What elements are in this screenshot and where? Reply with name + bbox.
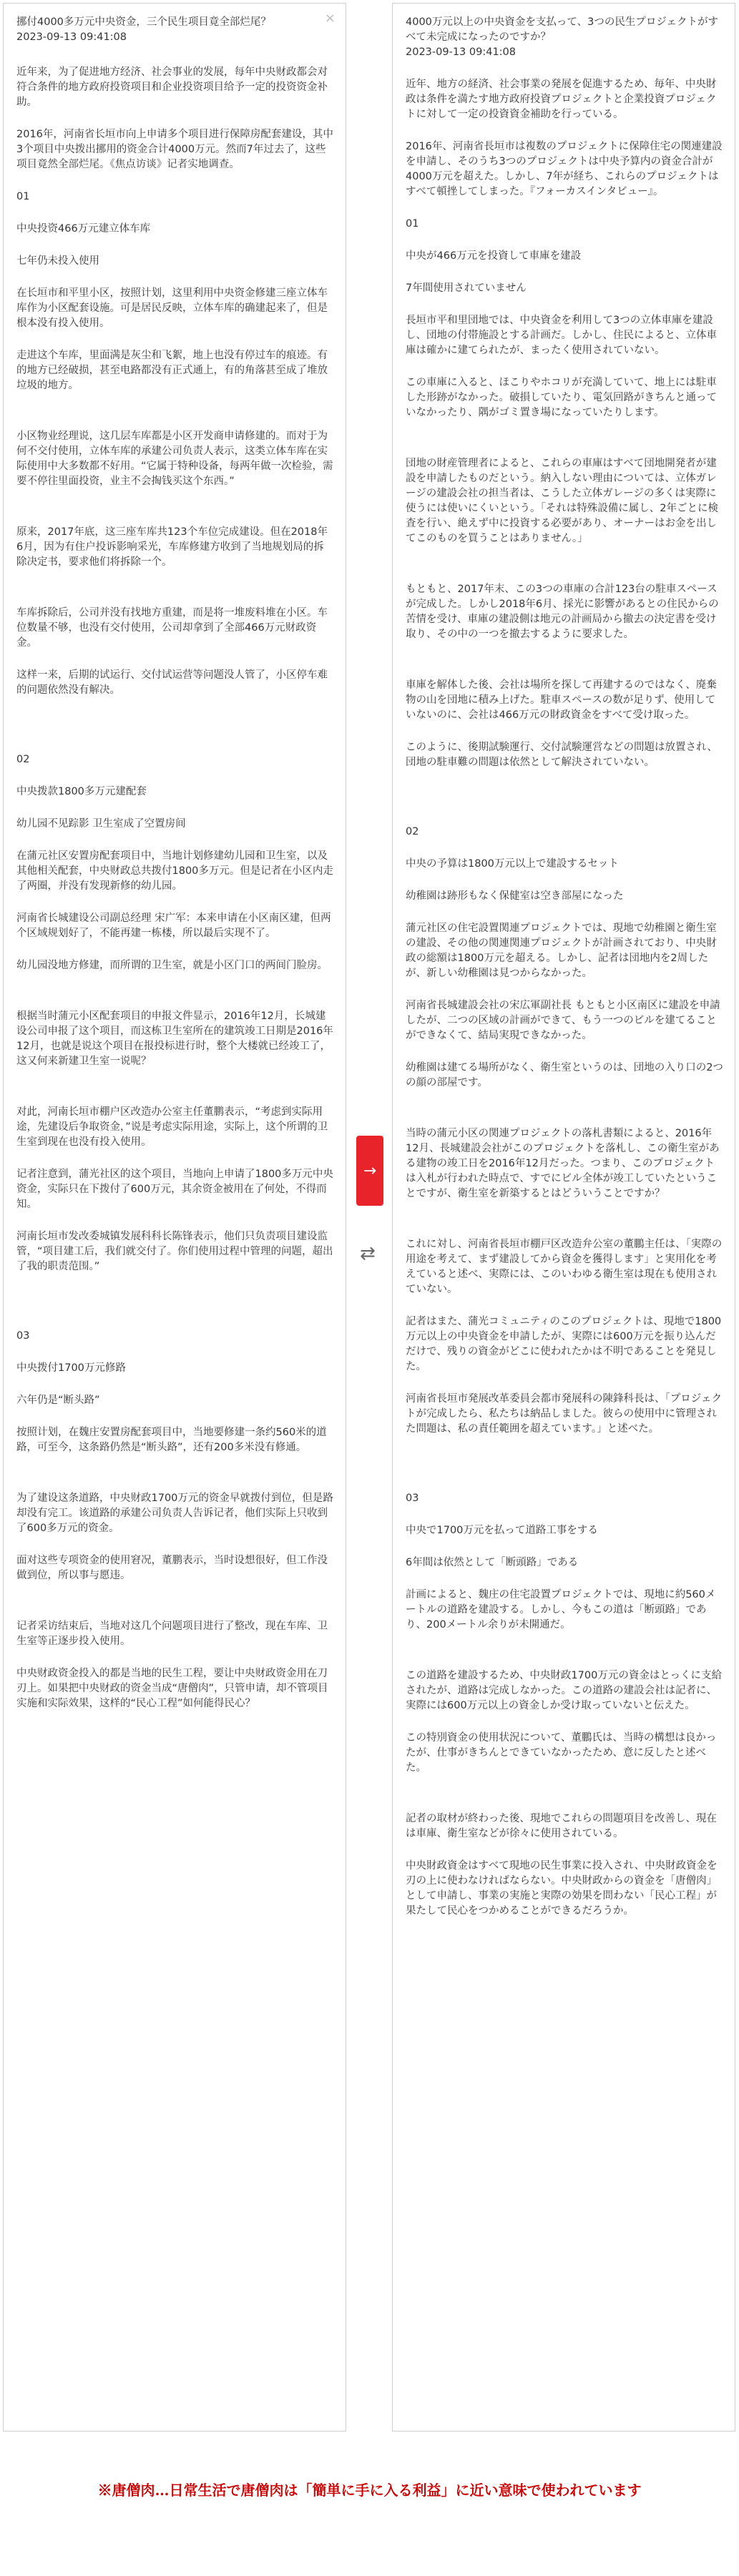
article-paragraph: 02 (16, 754, 30, 765)
article-paragraph: これに対し、河南省長垣市棚戸区改造弁公室の董鵬主任は、「実際の用途を考えて、まず建設してから資金を獲得します」と実用化を考えていると述べ、実際には、このいわゆる衛生室は現在も使用されていない。 (406, 1239, 723, 1295)
swap-icon[interactable]: ⇄ (360, 1243, 376, 1264)
article-paragraph: 小区物业经理说，这几层车库都是小区开发商申请修建的。而对于为何不交付使用，立体车库的承建公司负责人表示，这类立体车库在实际使用中大多数都不好用。“它属于特种设备，每两年做一次检验，需要不停往里面投资，业主不会掏钱买这个东西。” (16, 431, 333, 487)
article-paragraph: 中央の予算は1800万元以上で建設するセット (406, 858, 619, 870)
article-paragraph: 为了建设这条道路，中央财政1700万元的资金早就拨付到位，但是路却没有完工。该道路的承建公司负责人告诉记者，他们实际上只收到了600多万元的资金。 (16, 1493, 333, 1534)
article-paragraph: 幼儿园不见踪影 卫生室成了空置房间 (16, 818, 186, 830)
footnote: ※唐僧肉…日常生活で唐僧肉は「簡単に手に入る利益」に近い意味で使われています (97, 2482, 642, 2499)
article-paragraph: この車庫に入ると、ほこりやホコリが充満していて、地上には駐車した形跡がなかった。破損していたり、電気回路がきちんと通っていなかったり、隅がゴミ置き場になっていたりします。 (406, 377, 717, 418)
article-paragraph: 面对这些专项资金的使用窘况，董鹏表示，当时设想很好，但工作没做到位，所以事与愿违。 (16, 1555, 328, 1581)
article-paragraph: 7年間使用されていません (406, 282, 527, 294)
article-paragraph: 計画によると、魏庄の住宅設置プロジェクトでは、現地に約560メートルの道路を建設する。しかし、今もこの道は「断頭路」であり、200メートル余りが未開通だ。 (406, 1589, 716, 1631)
article-paragraph: 蒲元社区の住宅設置関連プロジェクトでは、現地で幼稚園と衛生室の建設、その他の関連関連プロジェクトが計画されており、中央財政の総額は1800万元を超える。しかし、記者は団地内を2周したが、新しい幼稚園は見つからなかった。 (406, 923, 717, 979)
japanese-translation-body (393, 4, 735, 1919)
article-paragraph: 団地の財産管理者によると、これらの車庫はすべて団地開発者が建設を申請したものだという。納入しない理由については、立体ガレージの建設会社の担当者は、こうした立体ガレージの多くは実際に使うには使いにくいという。「それは特殊設備に属し、2年ごとに検査を行い、絶えず中に投資する必要があり、オーナーはお金を出してこのものを買うことはありません。」 (406, 458, 718, 544)
article-paragraph: 幼稚園は建てる場所がなく、衛生室というのは、団地の入り口の2つの顔の部屋です。 (406, 1062, 723, 1088)
article-paragraph: 在蒲元社区安置房配套项目中，当地计划修建幼儿园和卫生室，以及其他相关配套，中央财政总共拨付1800多万元。但是记者在小区内走了两圈，并没有发现新修的幼儿园。 (16, 850, 333, 892)
chinese-article-panel (3, 3, 346, 2432)
article-paragraph: 河南省長城建設会社の宋広軍副社長 もともと小区南区に建設を申請したが、二つの区域の計画ができて、もう一つのビルを建てることができなくて、結局実現できなかった。 (406, 1000, 720, 1041)
article-paragraph: 中央財政資金はすべて現地の民生事業に投入され、中央財政資金を刃の上に使わなければならない。中央財政からの資金を「唐僧肉」として申請し、事業の実施と実際の効果を問わない「民心工程」が果たして民心をつかめることができるだろうか。 (406, 1860, 718, 1917)
article-paragraph: 走进这个车库，里面满是灰尘和飞絮，地上也没有停过车的痕迹。有的地方已经破损，甚至电路都没有正式通上，有的角落甚至成了堆放垃圾的地方。 (16, 350, 328, 391)
article-paragraph: 六年仍是“断头路” (16, 1395, 100, 1406)
article-paragraph: 車庫を解体した後、会社は場所を探して再建するのではなく、廃棄物の山を団地に積み上げた。駐車スペースの数が足りず、使用していないのに、会社は466万元の財政資金をすべて受け取った。 (406, 679, 717, 721)
article-paragraph: 02 (406, 826, 419, 837)
article-paragraph: 这样一来，后期的试运行、交付试运营等问题没人管了，小区停车难的问题依然没有解决。 (16, 669, 328, 696)
article-paragraph: 原来，2017年底，这三座车库共123个车位完成建设。但在2018年6月，因为有住户投诉影响采光，车库修建方收到了当地规划局的拆除决定书，要求他们将拆除一个。 (16, 526, 328, 568)
article-paragraph: 河南省長垣市発展改革委員会都市発展科の陳鋒科長は、「プロジェクトが完成したら、私たちは納品しました。彼らの使用中に管理された問題は、私の責任範囲を超えています。」と述べた。 (406, 1393, 722, 1435)
article-paragraph: 近年来，为了促进地方经济、社会事业的发展，每年中央财政都会对符合条件的地方政府投资项目和企业投资项目给予一定的投资资金补助。 (16, 67, 328, 108)
article-paragraph: 按照计划，在魏庄安置房配套项目中，当地要修建一条约560米的道路，可至今，这条路仍然是“断头路”，还有200多米没有修通。 (16, 1427, 327, 1453)
article-paragraph: 中央が466万元を投資して車庫を建設 (406, 250, 582, 262)
article-paragraph: 長垣市平和里団地では、中央資金を利用して3つの立体車庫を建設し、団地の付帯施設とする計画だ。しかし、住民によると、立体車庫は確かに建てられたが、まったく使用されていない。 (406, 315, 717, 356)
japanese-translation-panel (392, 3, 735, 2432)
article-paragraph: 对此，河南长垣市棚户区改造办公室主任董鹏表示，“考虑到实际用途，先建设后争取资金，”说是考虑实际用途，实际上，这个所谓的卫生室到现在也没有投入使用。 (16, 1106, 328, 1148)
article-paragraph: 記者の取材が終わった後、現地でこれらの問題項目を改善し、現在は車庫、衛生室などが徐々に使用されている。 (406, 1813, 717, 1839)
article-paragraph: 2016年、河南省長垣市は複数のプロジェクトに保障住宅の関連建設を申請し、そのうち3つのプロジェクトは中央予算内の資金合計が4000万元を超えた。しかし、7年が経ち、これらのプロジェクトはすべて頓挫してしまった。『フォーカスインタビュー』。 (406, 141, 723, 197)
article-paragraph: 幼稚園は跡形もなく保健室は空き部屋になった (406, 890, 624, 902)
article-paragraph: 记者采访结束后，当地对这几个问题项目进行了整改，现在车库、卫生室等正逐步投入使用。 (16, 1621, 328, 1647)
chinese-article-body (4, 4, 346, 1711)
article-paragraph: 挪付4000多万元中央资金，三个民生项目竟全部烂尾？ 2023-09-13 09:41:08 (16, 16, 271, 43)
article-paragraph: 记者注意到，蒲光社区的这个项目，当地向上申请了1800多万元中央资金，实际只在下拨付了600万元，其余资金被用在了何处，不得而知。 (16, 1169, 333, 1210)
close-icon[interactable]: × (324, 11, 336, 26)
article-paragraph: 中央拨款1800多万元建配套 (16, 786, 147, 797)
article-paragraph: 河南长垣市发改委城镇发展科科长陈锋表示，他们只负责项目建设监管，“项目建工后，我们就交付了。你们使用过程中管理的问题，超出了我的职责范围。” (16, 1231, 333, 1272)
article-paragraph: 七年仍未投入使用 (16, 255, 99, 267)
article-paragraph: 车库拆除后，公司并没有找地方重建，而是将一堆废料堆在小区。车位数量不够，也没有交付使用，公司却拿到了全部466万元财政资金。 (16, 607, 328, 649)
article-paragraph: 2016年，河南省长垣市向上申请多个项目进行保障房配套建设，其中3个项目中央拨出挪用的资金合计4000万元。然而7年过去了，这些项目竟然全部烂尾。《焦点访谈》记者实地调查。 (16, 129, 333, 170)
article-paragraph: 近年、地方の経済、社会事業の発展を促進するため、毎年、中央財政は条件を満たす地方政府投資プロジェクトと企業投資プロジェクトに対して一定の投資資金補助を行っている。 (406, 79, 717, 120)
article-paragraph: 03 (16, 1330, 30, 1342)
article-paragraph: 中央投资466万元建立体车库 (16, 223, 151, 235)
article-paragraph: 4000万元以上の中央資金を支払って、3つの民生プロジェクトがすべて未完成になったのですか？ 2023-09-13 09:41:08 (406, 16, 719, 58)
article-paragraph: 01 (406, 218, 419, 230)
translate-arrow-button[interactable] (356, 1136, 383, 1206)
article-paragraph: この特別資金の使用状況について、董鵬氏は、当時の構想は良かったが、仕事がきちんとできていなかったため、意に反したと述べた。 (406, 1732, 717, 1774)
article-paragraph: 03 (406, 1493, 419, 1504)
article-paragraph: 中央で1700万元を払って道路工事をする (406, 1525, 598, 1536)
article-paragraph: 幼儿园没地方修建，而所谓的卫生室，就是小区门口的两间门脸房。 (16, 960, 328, 971)
article-paragraph: この道路を建設するため、中央財政1700万元の資金はとっくに支給されたが、道路は完成しなかった。この道路の建設会社は記者に、実際には600万元以上の資金しか受け取っていないと伝えた。 (406, 1670, 723, 1711)
article-paragraph: 記者はまた、蒲光コミュニティのこのプロジェクトは、現地で1800万元以上の中央資金を申請したが、実際には600万元を振り込んだだけで、残りの資金がどこに使われたかは不明であることを発見した。 (406, 1316, 722, 1372)
article-paragraph: 在长垣市和平里小区，按照计划，这里利用中央资金修建三座立体车库作为小区配套设施。可是居民反映，立体车库的确建起来了，但是根本没有投入使用。 (16, 287, 328, 329)
article-paragraph: このように、後期試験運行、交付試験運営などの問題は放置され、団地の駐車難の問題は依然として解決されていない。 (406, 742, 718, 768)
arrow-right-icon: → (363, 1161, 377, 1180)
article-paragraph: 河南省长城建设公司副总经理 宋广军：本来申请在小区南区建，但两个区域规划好了，不能再建一栋楼，所以最后实现不了。 (16, 913, 331, 939)
article-paragraph: もともと、2017年末、この3つの車庫の合計123台の駐車スペースが完成した。しかし2018年6月、採光に影響があるとの住民からの苦情を受け、車庫の建設側は地元の計画局から撤去の決定書を受け取り、その中の一つを撤去するように要求した。 (406, 584, 719, 640)
article-paragraph: 中央拨付1700万元修路 (16, 1362, 126, 1374)
article-paragraph: 根据当时蒲元小区配套项目的申报文件显示，2016年12月，长城建设公司申报了这个项目，而这栋卫生室所在的建筑竣工日期是2016年12月，也就是说这个项目在报投标进行时，整个大楼就已经竣工了，这又何来新建卫生室一说呢？ (16, 1011, 333, 1067)
article-paragraph: 01 (16, 191, 30, 202)
article-paragraph: 中央财政资金投入的都是当地的民生工程，要让中央财政资金用在刀刃上。如果把中央财政的资金当成“唐僧肉”，只管申请，却不管项目实施和实际效果，这样的“民心工程”如何能得民心？ (16, 1668, 328, 1709)
article-paragraph: 当時の蒲元小区の関連プロジェクトの落札書類によると、2016年12月、長城建設会社がこのプロジェクトを落札し、この衛生室がある建物の竣工日を2016年12月だった。つまり、このプロジェクトは入札が行われた時点で、すでにビル全体が竣工していたということですが、衛生室を新築するとはどういうことですか？ (406, 1128, 720, 1199)
article-paragraph: 6年間は依然として「断頭路」である (406, 1557, 579, 1568)
